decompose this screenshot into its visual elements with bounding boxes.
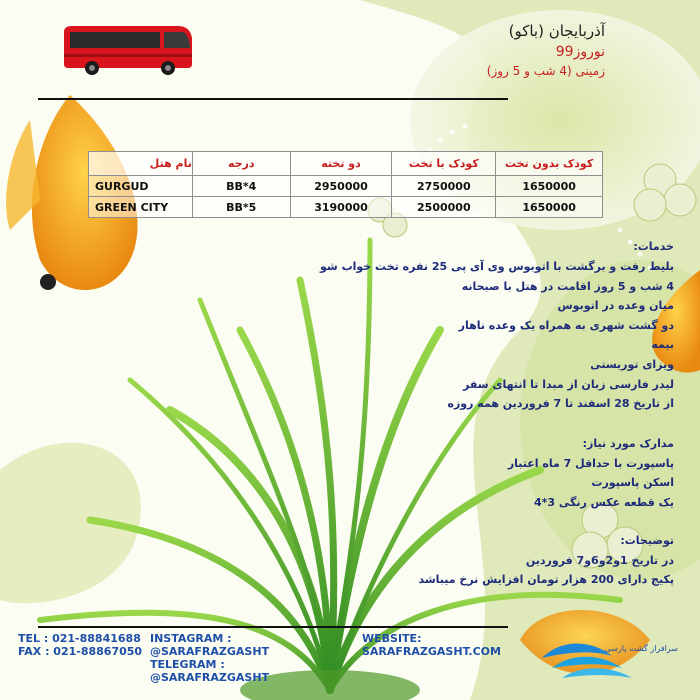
cell-child-with-bed: 2500000 bbox=[392, 197, 496, 218]
cell-double: 3190000 bbox=[290, 197, 392, 218]
list-item: 4 شب و 5 روز اقامت در هتل با صبحانه bbox=[461, 279, 674, 293]
cell-grade: 5*BB bbox=[192, 197, 290, 218]
header-child-with-bed: کودک با تخت bbox=[392, 152, 496, 176]
bus-icon bbox=[60, 24, 195, 76]
services-title: خدمات: bbox=[633, 240, 674, 253]
table-row bbox=[89, 176, 603, 197]
fax-number: FAX : 021-88867050 bbox=[18, 645, 143, 658]
list-item: بلیط رفت و برگشت با اتوبوس وی آی پی 25 نفره تخت خواب شو bbox=[320, 260, 674, 273]
cell-hotel: GURGUD bbox=[89, 176, 193, 197]
contact-phones bbox=[18, 632, 142, 658]
instagram-handle[interactable]: @SARAFRAZGASHT bbox=[150, 645, 270, 658]
header-divider bbox=[38, 98, 508, 100]
list-item: بیمه bbox=[651, 338, 674, 352]
telegram-label: TELEGRAM : bbox=[150, 658, 225, 671]
details bbox=[234, 237, 674, 590]
list-item: یک قطعه عکس رنگی 3*4 bbox=[533, 495, 674, 509]
company-logo bbox=[532, 628, 682, 688]
phone-number: TEL : 021-88841688 bbox=[18, 632, 141, 645]
list-item: میان وعده در اتوبوس bbox=[557, 299, 674, 313]
footer-divider bbox=[38, 626, 508, 628]
package-duration: زمینی (4 شب و 5 روز) bbox=[486, 64, 605, 78]
cell-hotel: GREEN CITY bbox=[89, 197, 193, 218]
website-label: WEBSITE: bbox=[362, 632, 422, 645]
documents-title: مدارک مورد نیاز: bbox=[582, 436, 674, 450]
page-subtitle: نوروز99 bbox=[555, 44, 605, 60]
list-item: پاسپورت با حداقل 7 ماه اعتبار bbox=[507, 456, 674, 470]
header-double: دو تخته bbox=[290, 152, 392, 176]
instagram-label: INSTAGRAM : bbox=[150, 632, 232, 645]
logo-text: سرافراز گشت پارسی bbox=[604, 644, 678, 653]
table-header-row bbox=[89, 152, 603, 176]
list-item: در تاریخ 1و2و6و7 فروردین bbox=[525, 553, 674, 567]
telegram-handle[interactable]: @SARAFRAZGASHT bbox=[150, 671, 270, 684]
page-title: آذربایجان (باکو) bbox=[508, 22, 605, 40]
header-child-no-bed: کودک بدون تخت bbox=[496, 152, 603, 176]
social-links bbox=[150, 632, 269, 684]
list-item: دو گشت شهری به همراه یک وعده ناهار bbox=[458, 318, 674, 332]
header-grade: درجه bbox=[192, 152, 290, 176]
cell-child-no-bed: 1650000 bbox=[496, 197, 603, 218]
list-item: ویزای توریستی bbox=[590, 357, 674, 371]
website-block bbox=[362, 632, 501, 658]
list-item: اسکن پاسپورت bbox=[591, 476, 674, 490]
website-link[interactable]: SARAFRAZGASHT.COM bbox=[362, 645, 501, 658]
header bbox=[487, 22, 605, 78]
list-item: لیدر فارسی زبان از مبدا تا انتهای سفر bbox=[463, 377, 674, 391]
cell-child-with-bed: 2750000 bbox=[392, 176, 496, 197]
list-item: پکیج دارای 200 هزار تومان افزایش نرخ میباشد bbox=[418, 573, 674, 587]
header-hotel: نام هتل bbox=[89, 152, 193, 176]
list-item: از تاریخ 28 اسفند تا 7 فروردین همه روزه bbox=[447, 397, 674, 411]
cell-grade: 4*BB bbox=[192, 176, 290, 197]
notes-title: توضیحات: bbox=[620, 533, 674, 547]
cell-child-no-bed: 1650000 bbox=[496, 176, 603, 197]
table-row bbox=[89, 197, 603, 218]
cell-double: 2950000 bbox=[290, 176, 392, 197]
price-table bbox=[88, 151, 603, 218]
